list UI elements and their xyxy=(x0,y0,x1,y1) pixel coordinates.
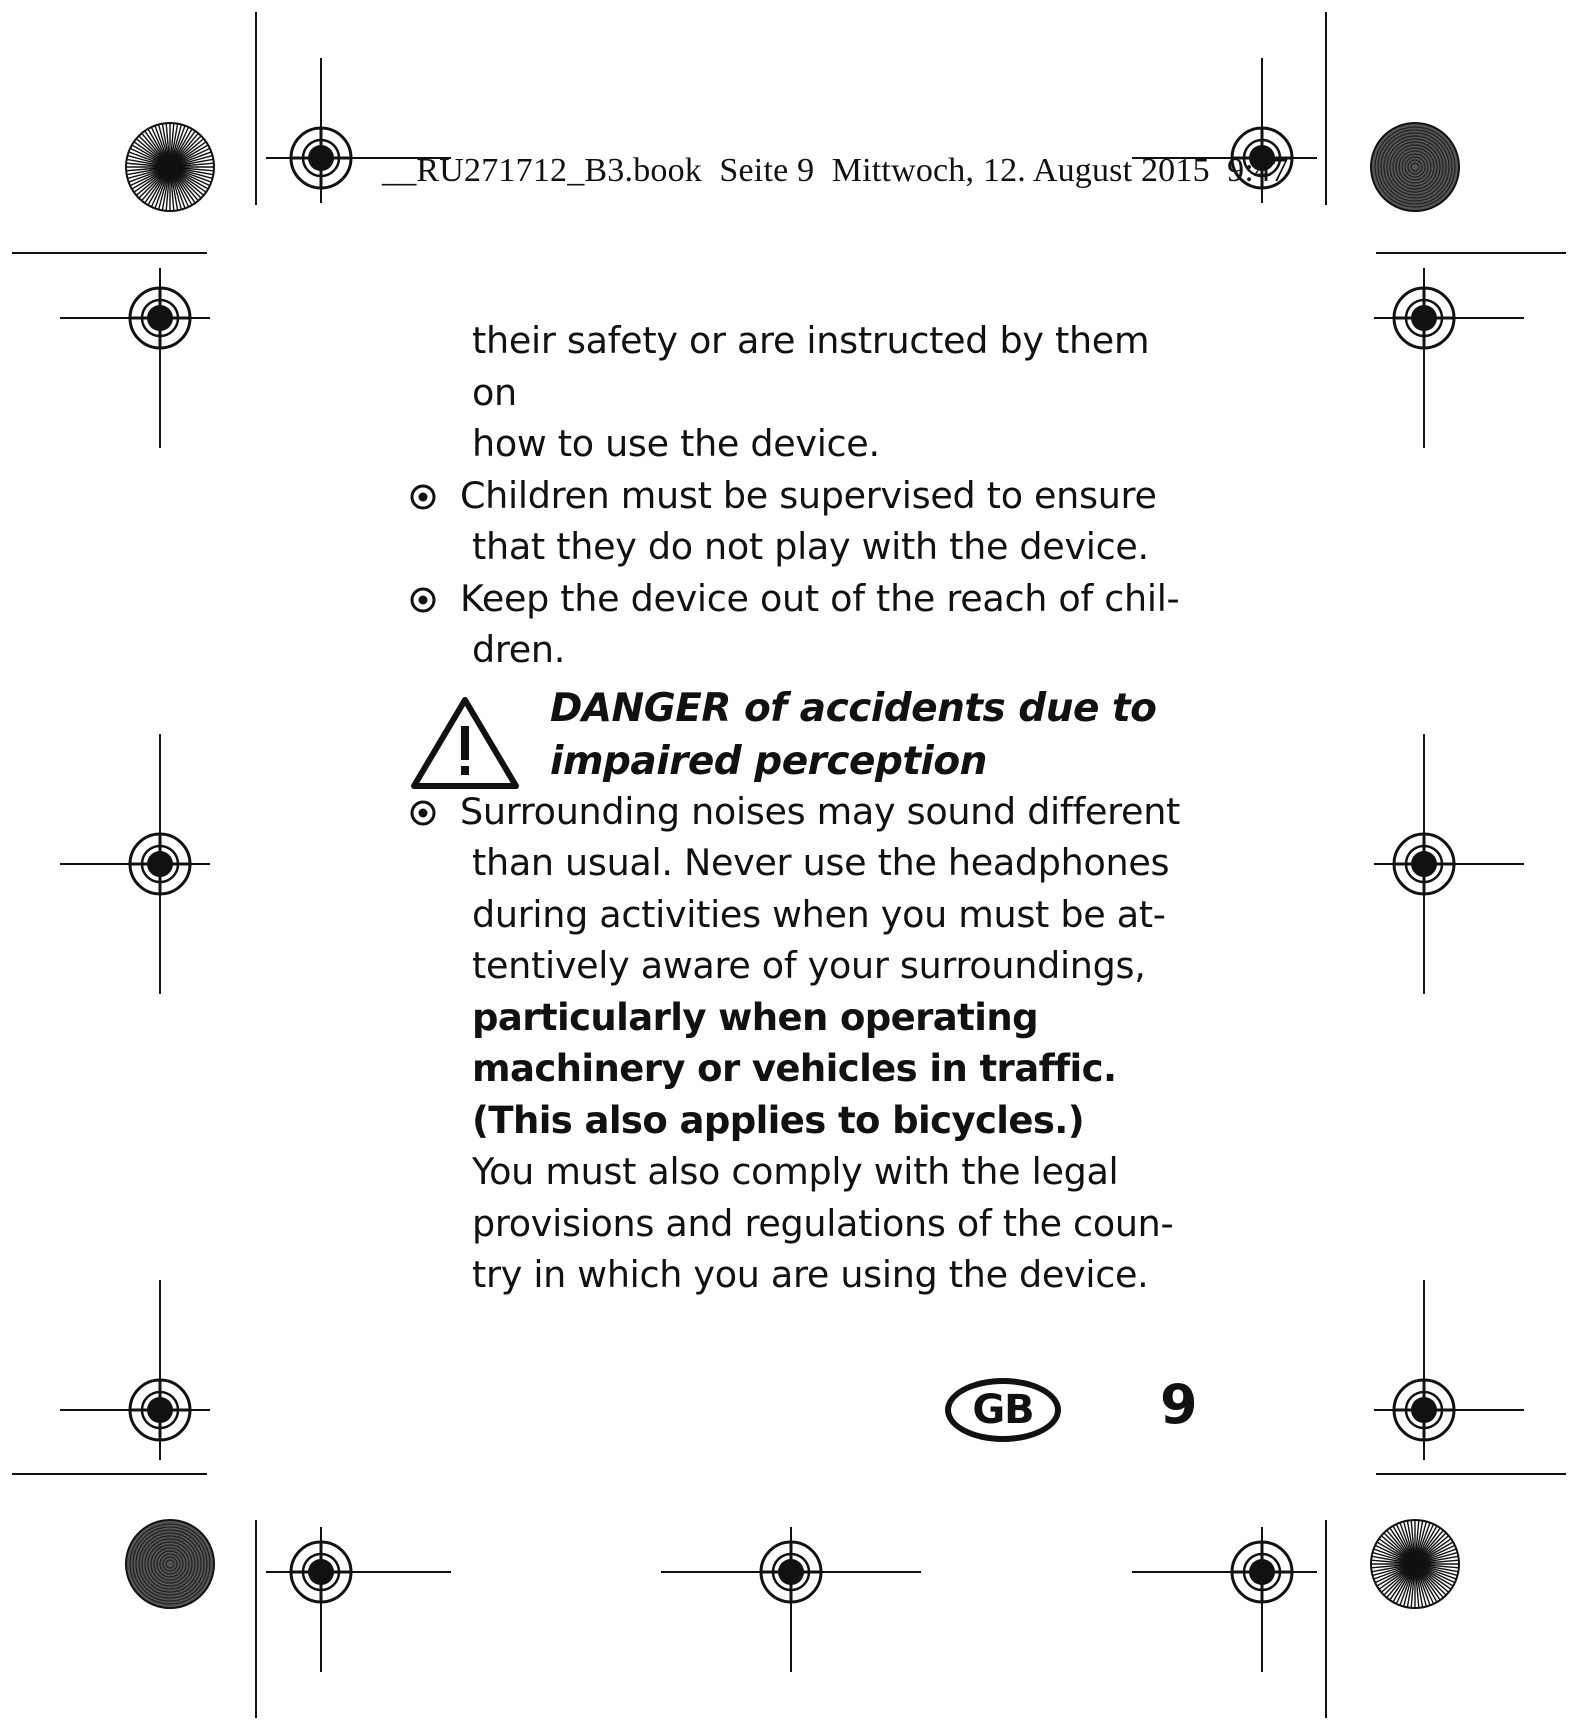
print-slug-line: __RU271712_B3.book Seite 9 Mittwoch, 12. August 2015 9:47 xyxy=(382,152,1289,189)
text-line: try in which you are using the device. xyxy=(472,1253,1149,1296)
warning-title-line: impaired perception xyxy=(550,738,987,784)
emphasis-line: (This also applies to bicycles.) xyxy=(472,1098,1085,1142)
danger-warning xyxy=(410,682,1200,786)
radial-color-target-icon xyxy=(126,1520,214,1608)
radial-color-target-icon xyxy=(1371,1520,1459,1608)
text-line: during activities when you must be at- xyxy=(472,892,1166,936)
text-line: their safety or are instructed by them on xyxy=(472,319,1150,414)
bullet-text-first: Keep the device out of the reach of chil- xyxy=(460,576,1180,620)
bullet-text-first: Surrounding noises may sound different xyxy=(460,789,1181,833)
bullet-text-rest: that they do not play with the device. xyxy=(472,525,1149,568)
text-line: You must also comply with the legal xyxy=(472,1150,1119,1193)
paragraph-continuation xyxy=(410,315,1200,470)
emphasis-line: machinery or vehicles in traffic. xyxy=(472,1047,1117,1090)
bullet-text-rest: dren. xyxy=(472,628,566,671)
circle-dot-bullet-icon xyxy=(410,800,436,826)
page-number: 9 xyxy=(1160,1373,1198,1436)
radial-color-target-icon xyxy=(1371,123,1459,211)
circle-dot-bullet-icon xyxy=(410,587,436,613)
language-badge: GB xyxy=(945,1378,1061,1442)
text-line: tentively aware of your surroundings, xyxy=(472,944,1146,987)
text-line: how to use the device. xyxy=(472,422,880,465)
bullet-text-first: Children must be supervised to ensure xyxy=(460,473,1157,517)
bullet-item xyxy=(410,470,1200,573)
warning-triangle-icon xyxy=(410,694,520,792)
emphasis-line: particularly when operating xyxy=(472,995,1038,1039)
bullet-item xyxy=(410,786,1200,1301)
radial-color-target-icon xyxy=(126,123,214,211)
page-footer xyxy=(945,1373,1205,1458)
warning-title-line: DANGER of accidents due to xyxy=(550,685,1157,731)
warning-title xyxy=(550,682,1156,788)
document-body xyxy=(410,315,1200,1301)
text-line: than usual. Never use the headphones xyxy=(472,841,1170,884)
circle-dot-bullet-icon xyxy=(410,484,436,510)
bullet-item xyxy=(410,573,1200,676)
text-line: provisions and regulations of the coun- xyxy=(472,1201,1174,1245)
